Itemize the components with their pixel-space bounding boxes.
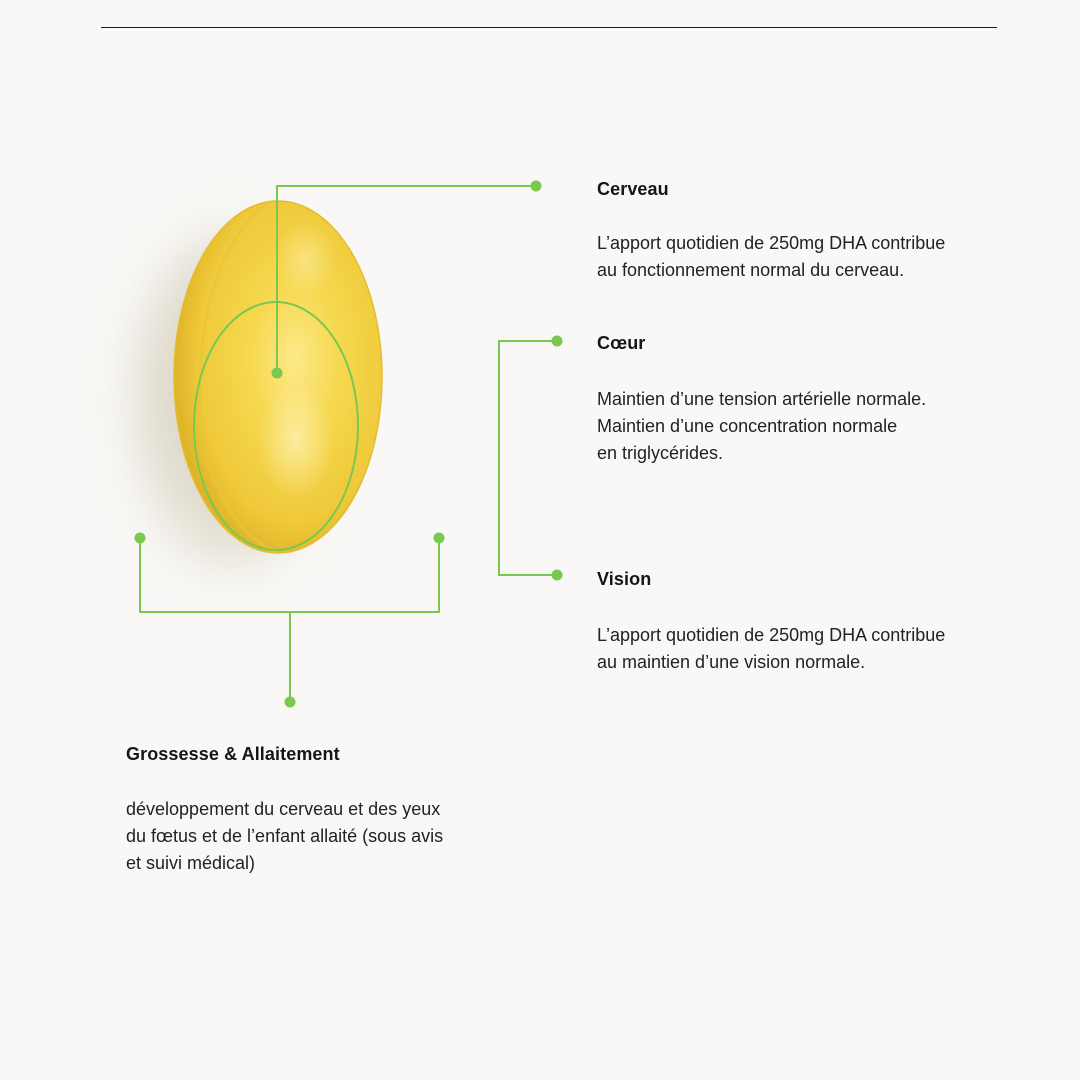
section-coeur [597, 333, 1017, 467]
section-coeur-title: Cœur [597, 333, 646, 353]
section-grossesse-text: développement du cerveau et des yeux du fœtus et de l’enfant allaité (sous avis et suivi médical) [126, 799, 444, 873]
section-vision [597, 569, 1017, 676]
dot-cerveau-end [531, 181, 542, 192]
dot-grossesse-right [434, 533, 445, 544]
section-cerveau-text: L’apport quotidien de 250mg DHA contribue au fonctionnement normal du cerveau. [597, 233, 946, 280]
section-vision-text: L’apport quotidien de 250mg DHA contribue au maintien d’une vision normale. [597, 625, 946, 672]
dot-grossesse-left [135, 533, 146, 544]
dot-vision [552, 570, 563, 581]
capsule-highlight-top [276, 220, 336, 300]
section-grossesse [126, 744, 526, 877]
section-cerveau [597, 179, 1017, 284]
section-coeur-text: Maintien d’une tension artérielle normale. Maintien d’une concentration normale en triglycérides. [597, 389, 927, 463]
connector-coeur-vision [499, 341, 557, 575]
dot-cerveau-start [272, 368, 283, 379]
section-vision-title: Vision [597, 569, 652, 589]
capsule-highlight [258, 380, 334, 500]
dot-coeur [552, 336, 563, 347]
section-grossesse-title: Grossesse & Allaitement [126, 744, 340, 764]
dot-grossesse-end [285, 697, 296, 708]
section-cerveau-title: Cerveau [597, 179, 669, 199]
